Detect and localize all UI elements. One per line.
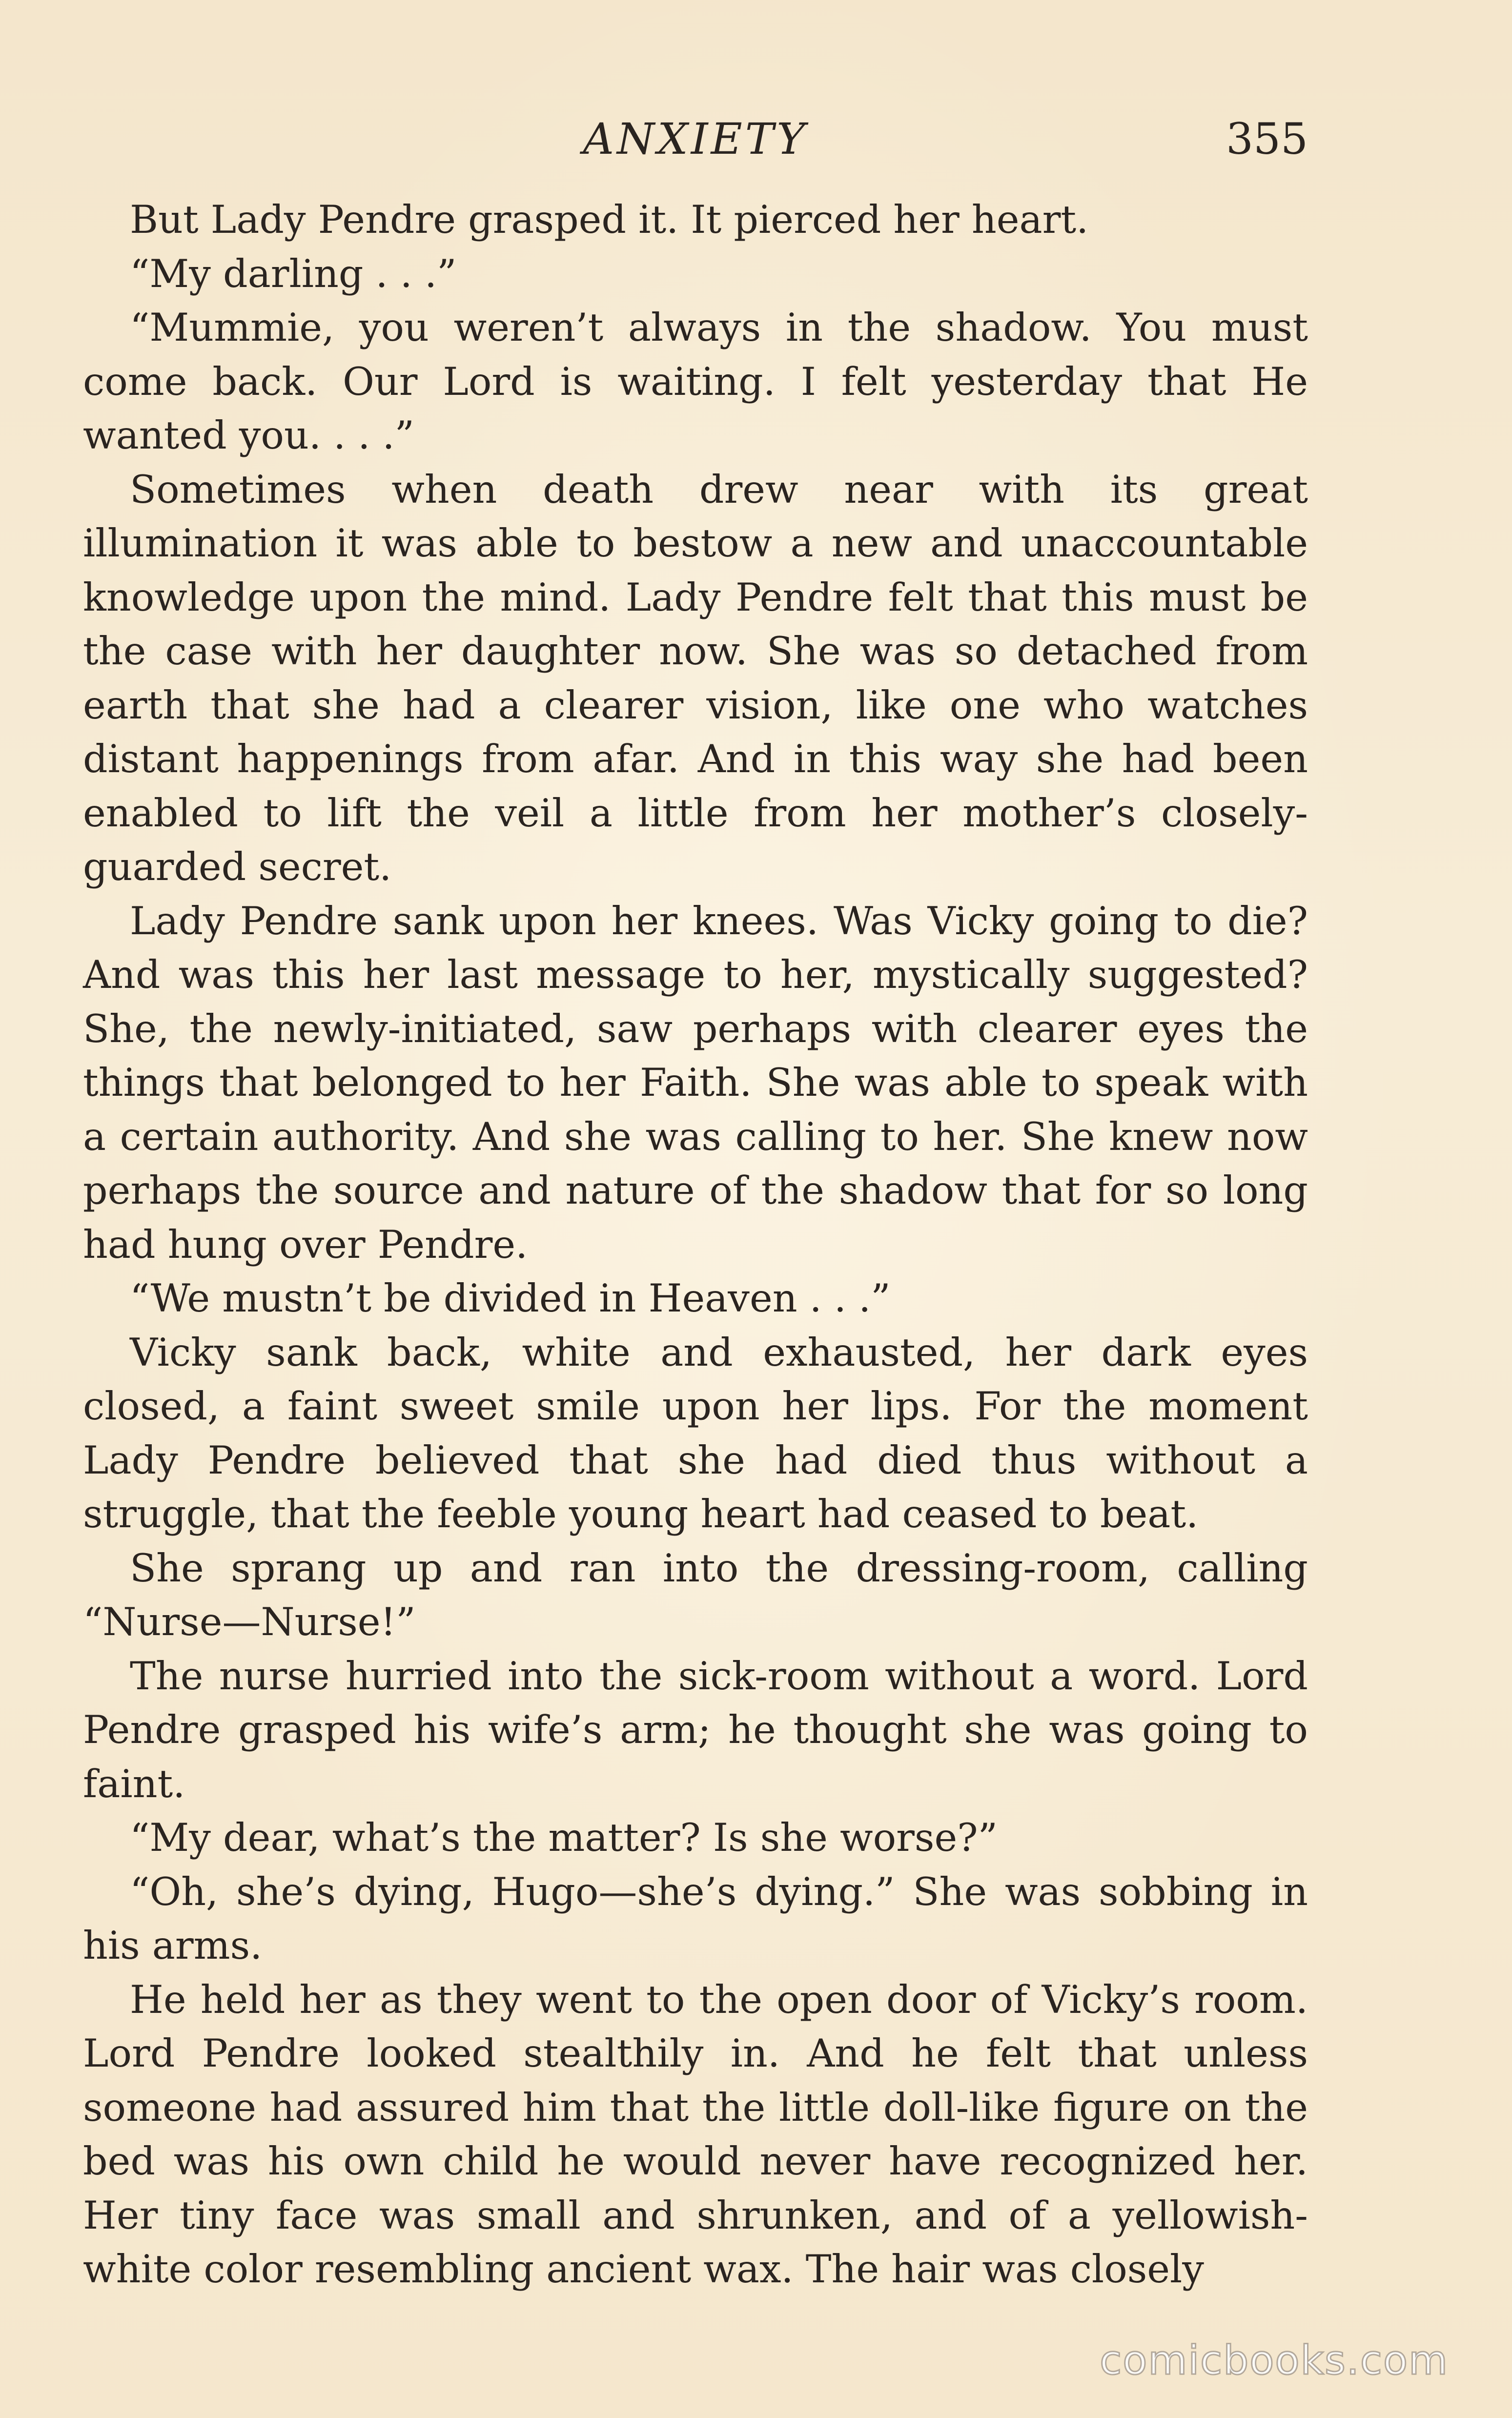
paragraph: “We mustn’t be divided in Heaven . . .” xyxy=(130,1276,891,1321)
paragraph: “Oh, she’s dying, Hugo—she’s dying.” She was sobbing in his arms. xyxy=(83,1869,1308,1968)
paragraph: He held her as they went to the open door of Vicky’s room. Lord Pendre looked stealthily in. And he felt that unless someone had assured him that the little doll-like figure on the bed was his own child he would never have recognized her. Her tiny face was small and shrunken, and of a yellowish-white color resembling ancient wax. The hair was closely xyxy=(83,1977,1308,2292)
paragraph: But Lady Pendre grasped it. It pierced her heart. xyxy=(130,197,1089,242)
paragraph: Lady Pendre sank upon her knees. Was Vicky going to die? And was this her last message to her, mystically suggested? She, the newly-initiated, saw perhaps with clearer eyes the things that belonged to her Faith. She was able to speak with a certain authority. And she was calling to her. She knew now perhaps the source and nature of the shadow that for so long had hung over Pendre. xyxy=(83,898,1308,1267)
watermark: comicbooks.com xyxy=(1100,2337,1449,2384)
paragraph: Vicky sank back, white and exhausted, her dark eyes closed, a faint sweet smile upon her lips. For the moment Lady Pendre believed that she had died thus without a struggle, that the feeble young heart had ceased to beat. xyxy=(83,1330,1308,1537)
paragraph: “Mummie, you weren’t always in the shadow. You must come back. Our Lord is waiting. I felt yesterday that He wanted you. . . .” xyxy=(83,305,1308,458)
paragraph: “My darling . . .” xyxy=(130,251,457,296)
chapter-title: ANXIETY xyxy=(583,114,808,164)
paragraph: Sometimes when death drew near with its great illumination it was able to bestow a new and unaccountable knowledge upon the mind. Lady Pendre felt that this must be the case with her daughter now. She was so detached from earth that she had a clearer vision, like one who watches distant happenings from afar. And in this way she had been enabled to lift the veil a little from her mother’s closely-guarded secret. xyxy=(83,467,1308,889)
paragraph: “My dear, what’s the matter? Is she worse?” xyxy=(130,1815,998,1860)
page-number: 355 xyxy=(1226,114,1308,164)
paragraph: She sprang up and ran into the dressing-room, calling “Nurse—Nurse!” xyxy=(83,1545,1308,1644)
paragraph: The nurse hurried into the sick-room without a word. Lord Pendre grasped his wife’s arm; he thought she was going to faint. xyxy=(83,1653,1308,1806)
body-text xyxy=(83,193,1308,2296)
running-head xyxy=(83,110,1308,168)
